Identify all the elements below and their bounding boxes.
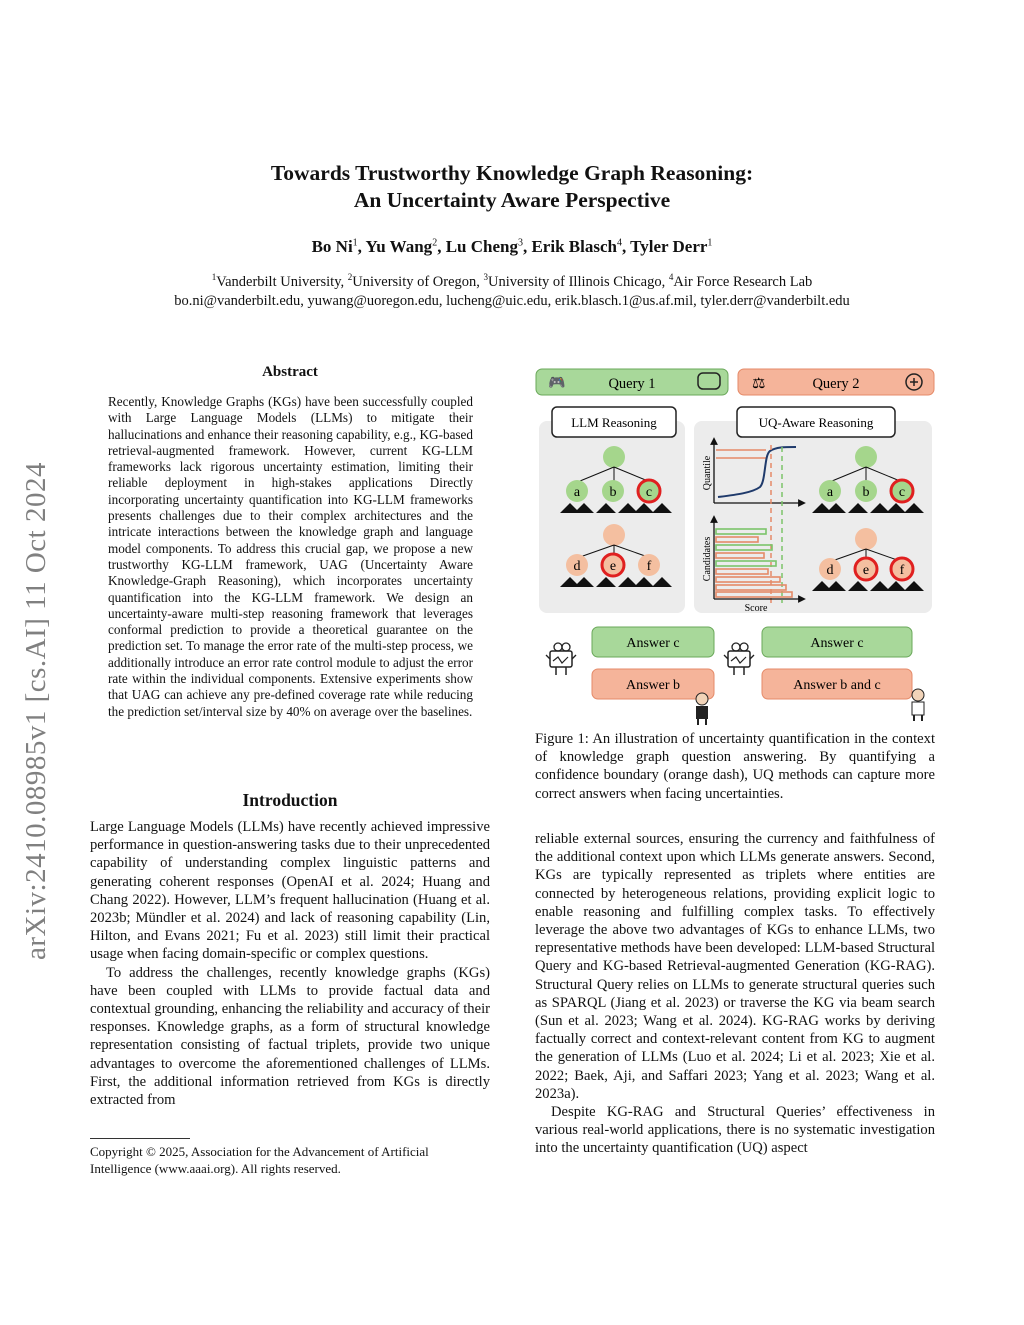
author-list: Bo Ni$^1$, Yu Wang$^2$, Lu Cheng$^3$, Erik Blasch$^4$, Tyler Derr$^1$ (311, 237, 713, 256)
affiliation-line: $^1$Vanderbilt University, $^2$University of Oregon, $^3$University of Illinois Chicago, $^4$Air Force Research Lab (211, 272, 813, 290)
intro-paragraph-4: Despite KG-RAG and Structural Queries’ effectiveness in various real-world applications, there is no systematic investigation into the uncertainty quantification (UQ) aspect (535, 1104, 935, 1157)
node-e: e (609, 559, 617, 574)
figure-1-illustration (534, 363, 938, 725)
robot-icon (724, 643, 754, 675)
introduction-heading: Introduction (242, 790, 338, 810)
author: Erik Blasch$^4$ (531, 237, 622, 256)
answer-left-2-text: Answer b (625, 678, 681, 693)
intro-paragraph-2: To address the challenges, recently knowledge graphs (KGs) have been coupled with LLMs to provide factual data and contextual grounding, enhancing the reliability and accuracy of their responses. Knowledge graphs, as a form of structural knowledge representation consisting of factual triplets, provide two unique advantages to overcome the aforementioned challenges of LLMs. First, the additional information retrieved from KGs is directly extracted from (90, 964, 490, 1109)
intro-left-column (90, 818, 490, 1109)
node-f: f (646, 559, 652, 574)
node-b: b (862, 485, 870, 500)
robot-icon (546, 643, 576, 675)
scales-icon: ⚖ (752, 376, 766, 392)
abstract-body: Recently, Knowledge Graphs (KGs) have been successfully coupled with Large Language Models (LLMs) to mitigate their hallucinations and enhance their reasoning capability, e.g., KG-based retrieval-augmented framework. However, current KG-LLM frameworks lack rigorous uncertainty estimation, limiting their reliable deployment in high-stakes applications Directly incorporating uncertainty quantification into KG-LLM frameworks presents challenges due to their complex architectures and the intricate interactions between the knowledge graph and language model components. To address this crucial gap, we propose a new trustworthy KG-LLM framework, UAG (Uncertainty Aware Knowledge-Graph Reasoning), which incorporates uncertainty quantification into the KG-LLM framework. We design an uncertainty-aware multi-step reasoning framework that leverages conformal prediction to provide a theoretical guarantee on the prediction set. To manage the error rate of the multi-step process, we additionally introduce an error rate control module to adjust the error rate within the individual components. Extensive experiments show that UAG can achieve any pre-defined coverage rate while reducing the prediction set/interval size by 40% on average over the baselines. (108, 394, 473, 719)
answer-right-1-text: Answer c (810, 636, 864, 651)
author: Yu Wang$^2$ (365, 237, 438, 256)
node-d: d (826, 563, 834, 578)
title-line-2: An Uncertainty Aware Perspective (353, 188, 671, 212)
email-list: bo.ni@vanderbilt.edu, yuwang@uoregon.edu, lucheng@uic.edu, erik.blasch.1@us.af.mil, tyler.derr@vanderbilt.edu (174, 292, 850, 309)
node-a: a (826, 485, 834, 500)
happy-person-icon (912, 689, 924, 721)
intro-paragraph-3: reliable external sources, ensuring the currency and faithfulness of the additional context upon which LLMs generate answers. Second, KGs are typically represented as triplets where entities are connected by heterogeneous relations, providing explicit logic to enable reasoning and fulfilling complex tasks. To effectively leverage the above two advantages of KGs to enhance LLMs, two representative methods have been developed: LLM-based Structural Query and KG-based Retrieval-augmented Generation (KG-RAG). Structural Query relies on LLMs to generate structural queries such as SPARQL (Jiang et al. 2023) or traverse the KG via beam search (Sun et al. 2023; Wang et al. 2024). KG-RAG works by deriving factually correct and context-relevant content from KG to augment the generation of LLMs (Luo et al. 2024; Li et al. 2023; Xie et al. 2022; Baek, Aji, and Saffari 2023; Yang et al. 2023; Wang et al. 2023a). (535, 831, 935, 1102)
uq-reasoning-label: UQ-Aware Reasoning (758, 415, 874, 430)
node-c: c (645, 485, 653, 500)
affiliations (0, 268, 1024, 311)
paper-title (0, 160, 1024, 214)
query-1-label: Query 1 (608, 376, 656, 392)
intro-right-column (535, 830, 935, 1158)
author: Bo Ni$^1$ (311, 237, 358, 256)
confused-person-icon (696, 693, 708, 725)
figure-caption: Figure 1: An illustration of uncertainty quantification in the context of knowledge graph question answering. By quantifying a confidence boundary (orange dash), UQ methods can capture more correct answers when facing uncertainties. (535, 731, 935, 802)
copyright-footnote: Copyright © 2025, Association for the Advancement of Artificial Intelligence (www.aaai.org). All rights reserved. (90, 1144, 429, 1176)
score-axis-label: Score (744, 603, 768, 614)
candidates-axis-label: Candidates (702, 536, 713, 582)
node-e: e (862, 563, 870, 578)
arxiv-sidebar-stamp: arXiv:2410.08985v1 [cs.AI] 11 Oct 2024 (20, 462, 52, 960)
gamepad-icon: 🎮 (548, 376, 566, 391)
intro-paragraph-1: Large Language Models (LLMs) have recently achieved impressive performance in question-answering tasks due to their unprecedented capability of understanding complex linguistic patterns and generating coherent responses (OpenAI et al. 2024; Huang and Chang 2022). However, LLM’s frequent hallucination (Huang et al. 2023b; Mündler et al. 2024) and lack of reasoning capability (Lin, Hilton, and Evans 2021; Fu et al. 2023) still limit their practical usage when facing domain-specific or complex questions. (90, 819, 490, 963)
node-b: b (609, 485, 617, 500)
quantile-axis-label: Quantile (702, 455, 713, 491)
node-a: a (573, 485, 581, 500)
node-c: c (898, 485, 906, 500)
author: Tyler Derr$^1$ (630, 237, 713, 256)
footnote-rule (90, 1138, 190, 1139)
query-2-label: Query 2 (812, 376, 860, 392)
answer-left-1-text: Answer c (626, 636, 680, 651)
node-d: d (573, 559, 581, 574)
title-line-1: Towards Trustworthy Knowledge Graph Reasoning: (270, 161, 754, 185)
llm-reasoning-label: LLM Reasoning (571, 415, 657, 430)
node-f: f (899, 563, 905, 578)
author: Lu Cheng$^3$ (445, 237, 523, 256)
answer-right-2-text: Answer b and c (793, 678, 881, 693)
abstract-heading: Abstract (262, 364, 318, 380)
